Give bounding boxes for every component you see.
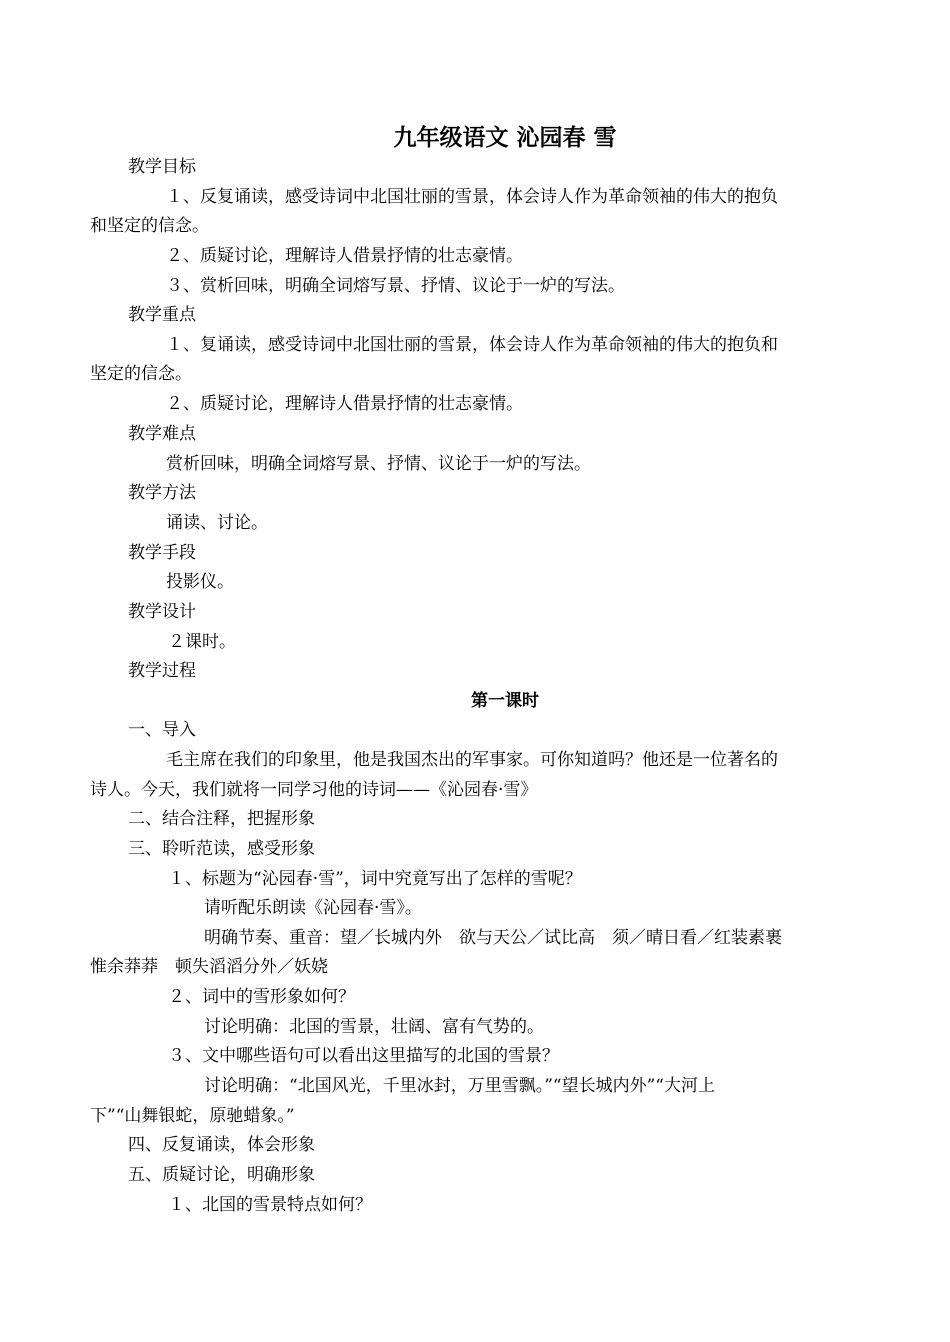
section-3-question-3-a-line-1: 讨论明确：“北国风光，千里冰封，万里雪飘。”“望长城内外”“大河上: [204, 1076, 715, 1096]
section-3-question-2-a: 讨论明确：北国的雪景，壮阔、富有气势的。: [204, 1017, 544, 1037]
section-3-question-1-b-line-1: 明确节奏、重音：望／长城内外 欲与天公／试比高 须／晴日看／红装素裹: [204, 928, 782, 948]
document-title: 九年级语文 沁园春 雪: [393, 125, 617, 151]
section-2-heading: 二、结合注释，把握形象: [128, 809, 315, 829]
section-3-question-1-a: 请听配乐朗读《沁园春·雪》。: [204, 898, 422, 918]
objective-2: ２、质疑讨论，理解诗人借景抒情的壮志豪情。: [166, 246, 523, 266]
key-point-2: ２、质疑讨论，理解诗人借景抒情的壮志豪情。: [166, 394, 523, 414]
objective-1-line-1: １、反复诵读，感受诗词中北国壮丽的雪景，体会诗人作为革命领袖的伟大的抱负: [166, 187, 778, 207]
process-heading: 教学过程: [128, 661, 196, 681]
methods-text: 诵读、讨论。: [166, 513, 268, 533]
objective-1-line-2: 和坚定的信念。: [90, 216, 209, 236]
section-3-heading: 三、聆听范读，感受形象: [128, 839, 315, 859]
section-1-heading: 一、导入: [128, 720, 196, 740]
section-3-question-3: ３、文中哪些语句可以看出这里描写的北国的雪景？: [168, 1046, 559, 1066]
key-points-heading: 教学重点: [128, 305, 196, 325]
design-text: ２课时。: [168, 632, 236, 652]
difficulties-heading: 教学难点: [128, 424, 196, 444]
lesson-title: 第一课时: [471, 691, 539, 711]
means-text: 投影仪。: [166, 572, 234, 592]
section-3-question-1-b-line-2: 惟余莽莽 顿失滔滔分外／妖娆: [90, 957, 328, 977]
section-5-heading: 五、质疑讨论，明确形象: [128, 1165, 315, 1185]
methods-heading: 教学方法: [128, 483, 196, 503]
section-3-question-3-a-line-2: 下”“山舞银蛇，原驰蜡象。”: [90, 1106, 295, 1126]
section-3-question-1: １、标题为“沁园春·雪”，词中究竟写出了怎样的雪呢？: [168, 869, 582, 889]
key-point-1-line-1: １、复诵读，感受诗词中北国壮丽的雪景，体会诗人作为革命领袖的伟大的抱负和: [166, 335, 778, 355]
design-heading: 教学设计: [128, 602, 196, 622]
section-5-question-1: １、北国的雪景特点如何？: [168, 1195, 372, 1215]
section-4-heading: 四、反复诵读，体会形象: [128, 1135, 315, 1155]
objectives-heading: 教学目标: [128, 157, 196, 177]
section-3-question-2: ２、词中的雪形象如何？: [168, 987, 355, 1007]
means-heading: 教学手段: [128, 543, 196, 563]
difficulties-text: 赏析回味，明确全词熔写景、抒情、议论于一炉的写法。: [166, 454, 591, 474]
section-1-line-2: 诗人。今天，我们就将一同学习他的诗词——《沁园春·雪》: [90, 780, 538, 800]
objective-3: ３、赏析回味，明确全词熔写景、抒情、议论于一炉的写法。: [166, 276, 625, 296]
section-1-line-1: 毛主席在我们的印象里，他是我国杰出的军事家。可你知道吗？他还是一位著名的: [166, 750, 778, 770]
key-point-1-line-2: 坚定的信念。: [90, 364, 192, 384]
